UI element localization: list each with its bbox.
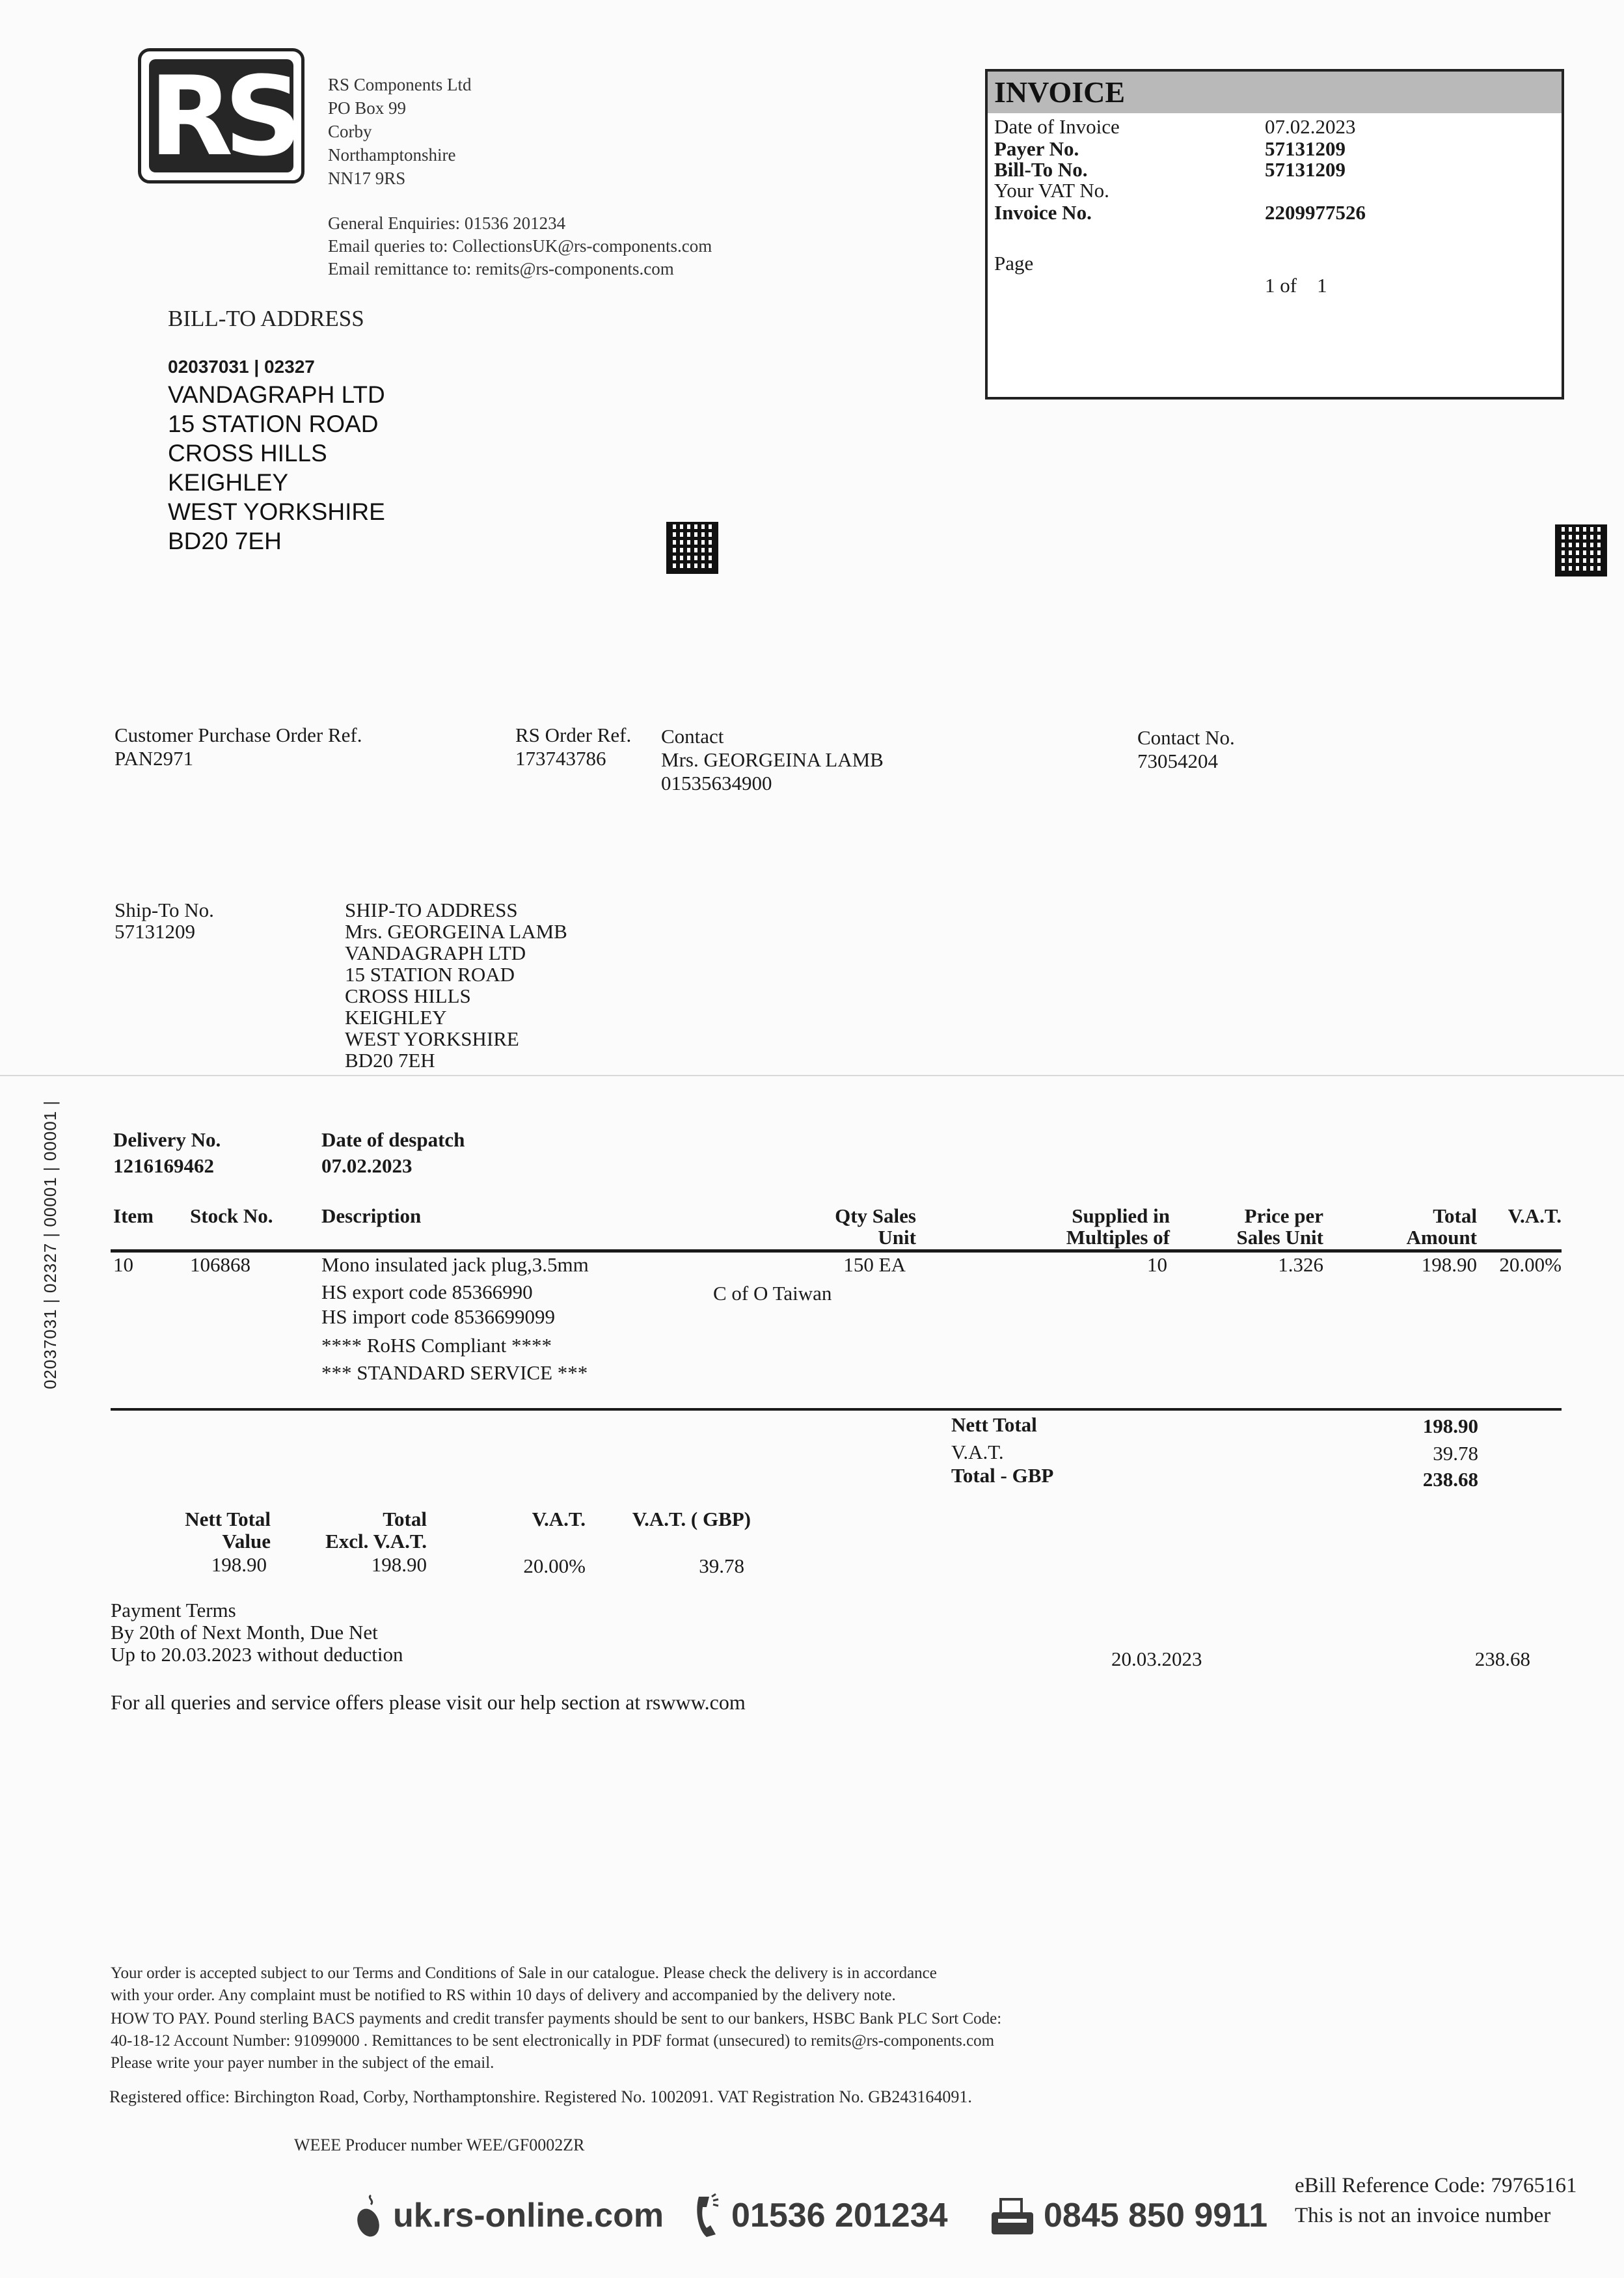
bill-to-line: VANDAGRAPH LTD bbox=[168, 381, 385, 408]
nett-total-label: Nett Total bbox=[951, 1413, 1037, 1436]
col-header-qty-line: Unit bbox=[878, 1226, 916, 1249]
ebill-reference-code: eBill Reference Code: 79765161 bbox=[1295, 2174, 1577, 2197]
vat-summary-header-line: Total bbox=[383, 1508, 427, 1530]
delivery-number bbox=[113, 1127, 221, 1179]
invoice-row-value: 1 of 1 bbox=[1265, 274, 1327, 297]
vat-summary-header-excl bbox=[299, 1508, 427, 1553]
ship-to-number-value: 57131209 bbox=[115, 920, 195, 943]
bill-to-line: 15 STATION ROAD bbox=[168, 411, 379, 437]
invoice-row-label: Invoice No. bbox=[994, 201, 1092, 224]
invoice-row-label: Page bbox=[994, 252, 1034, 275]
datamatrix-code-icon bbox=[666, 522, 718, 574]
vat-total-label: V.A.T. bbox=[951, 1441, 1004, 1463]
ebill-reference bbox=[1295, 2171, 1577, 2231]
invoice-title: INVOICE bbox=[988, 72, 1562, 113]
invoice-row-value: 07.02.2023 bbox=[1265, 115, 1356, 138]
contact-number bbox=[1137, 726, 1235, 773]
legal-line: Please write your payer number in the subject of the email. bbox=[111, 2054, 494, 2072]
col-header-price bbox=[1210, 1205, 1323, 1248]
invoice-box bbox=[985, 69, 1564, 400]
item-number: 10 bbox=[113, 1253, 133, 1276]
vat-summary-vat: 20.00% bbox=[523, 1554, 586, 1577]
rs-order-ref bbox=[515, 724, 631, 770]
payment-terms-line: By 20th of Next Month, Due Net bbox=[111, 1621, 378, 1644]
legal-line: Your order is accepted subject to our Terms and Conditions of Sale in our catalogue. Please check the delivery is in accordance bbox=[111, 1964, 937, 1982]
col-header-description: Description bbox=[321, 1204, 422, 1227]
delivery-number-value: 1216169462 bbox=[113, 1154, 214, 1177]
vat-summary-header-vat-gbp: V.A.T. ( GBP) bbox=[632, 1508, 751, 1530]
phone-icon bbox=[690, 2193, 724, 2238]
ship-to-line: Mrs. GEORGEINA LAMB bbox=[345, 920, 567, 943]
invoice-row-label: Your VAT No. bbox=[994, 179, 1109, 202]
bill-to-heading: BILL-TO ADDRESS bbox=[168, 306, 364, 331]
vat-summary-vat-gbp: 39.78 bbox=[699, 1554, 744, 1577]
invoice-row-page bbox=[994, 230, 1554, 319]
legal-line: 40-18-12 Account Number: 91099000 . Remittances to be sent electronically in PDF format (unsecured) to remits@rs-components.com bbox=[111, 2032, 995, 2050]
invoice-row-value: 2209977526 bbox=[1265, 201, 1366, 224]
col-header-total-line: Amount bbox=[1406, 1226, 1477, 1249]
contact-phone: 01535634900 bbox=[661, 772, 772, 794]
bill-to-line: WEST YORKSHIRE bbox=[168, 498, 385, 525]
col-header-price-line: Price per bbox=[1244, 1204, 1323, 1227]
item-total: 198.90 bbox=[1421, 1253, 1477, 1276]
despatch-date-value: 07.02.2023 bbox=[321, 1154, 413, 1177]
fax-number: 0845 850 9911 bbox=[1044, 2197, 1268, 2234]
email-queries: Email queries to: CollectionsUK@rs-components.com bbox=[328, 236, 712, 256]
fax-contact bbox=[989, 2193, 1267, 2238]
queries-note: For all queries and service offers please visit our help section at rswww.com bbox=[111, 1690, 746, 1714]
ship-to-line: CROSS HILLS bbox=[345, 984, 471, 1007]
ship-to-line: 15 STATION ROAD bbox=[345, 963, 515, 986]
col-header-total-line: Total bbox=[1433, 1204, 1477, 1227]
company-name: RS Components Ltd bbox=[328, 75, 472, 94]
col-header-qty bbox=[781, 1205, 916, 1248]
vat-summary-nett: 198.90 bbox=[211, 1553, 267, 1576]
ship-to-line: WEST YORKSHIRE bbox=[345, 1027, 519, 1050]
bill-to-line: BD20 7EH bbox=[168, 528, 282, 554]
rs-logo bbox=[138, 48, 304, 183]
contact-number-label: Contact No. bbox=[1137, 726, 1235, 749]
vat-total-value: 39.78 bbox=[1433, 1442, 1478, 1465]
side-reference-code: 02037031 | 02327 | 00001 | 00001 | bbox=[40, 1100, 60, 1389]
company-address-line: Northamptonshire bbox=[328, 145, 456, 165]
vat-summary-header-line: Excl. V.A.T. bbox=[325, 1530, 427, 1553]
company-address-line: PO Box 99 bbox=[328, 98, 407, 118]
item-stock-number: 106868 bbox=[190, 1253, 250, 1276]
item-origin: C of O Taiwan bbox=[713, 1282, 832, 1305]
item-rohs: **** RoHS Compliant **** bbox=[321, 1334, 552, 1357]
ship-to-heading: SHIP-TO ADDRESS bbox=[345, 899, 518, 921]
vat-summary-header-nett bbox=[156, 1508, 271, 1553]
col-header-multiples-line: Supplied in bbox=[1072, 1204, 1170, 1227]
rs-logo-mark: RS bbox=[149, 53, 294, 180]
bill-to-address bbox=[168, 380, 385, 556]
registered-office: Registered office: Birchington Road, Corby, Northamptonshire. Registered No. 1002091. VAT Registration No. GB243164091. bbox=[109, 2087, 972, 2106]
contact-name: Mrs. GEORGEINA LAMB bbox=[661, 748, 884, 771]
item-price: 1.326 bbox=[1278, 1253, 1323, 1276]
legal-terms bbox=[111, 1962, 1001, 2074]
item-hs-import: HS import code 8536699099 bbox=[321, 1305, 556, 1328]
col-header-multiples bbox=[1015, 1205, 1170, 1248]
rs-order-label: RS Order Ref. bbox=[515, 724, 632, 746]
payment-terms bbox=[111, 1599, 403, 1666]
delivery-number-label: Delivery No. bbox=[113, 1128, 221, 1151]
legal-line: with your order. Any complaint must be notified to RS within 10 days of delivery and accompanied by the delivery note. bbox=[111, 1986, 896, 2004]
company-address-line: Corby bbox=[328, 122, 372, 141]
invoice-row-label: Payer No. bbox=[994, 137, 1079, 160]
vat-summary-header-vat: V.A.T. bbox=[532, 1508, 586, 1530]
item-qty: 150 EA bbox=[843, 1253, 906, 1276]
bill-to-line: CROSS HILLS bbox=[168, 440, 327, 467]
ship-to-line: KEIGHLEY bbox=[345, 1006, 447, 1029]
col-header-vat: V.A.T. bbox=[1508, 1204, 1562, 1227]
ship-to-address bbox=[345, 899, 567, 1071]
customer-po-value: PAN2971 bbox=[115, 747, 194, 770]
vat-summary-excl: 198.90 bbox=[371, 1553, 427, 1576]
total-gbp-value: 238.68 bbox=[1422, 1468, 1478, 1491]
payment-due-amount: 238.68 bbox=[1474, 1647, 1530, 1670]
col-header-price-line: Sales Unit bbox=[1236, 1226, 1323, 1249]
ebill-note: This is not an invoice number bbox=[1295, 2204, 1551, 2227]
contact-label: Contact bbox=[661, 725, 724, 748]
payment-terms-line: Up to 20.03.2023 without deduction bbox=[111, 1643, 403, 1666]
ship-to-line: VANDAGRAPH LTD bbox=[345, 942, 526, 964]
ship-to-number bbox=[115, 899, 214, 942]
item-hs-export: HS export code 85366990 bbox=[321, 1281, 533, 1303]
customer-po-label: Customer Purchase Order Ref. bbox=[115, 724, 362, 746]
customer-po-ref bbox=[115, 724, 362, 770]
col-header-qty-line: Qty Sales bbox=[835, 1204, 916, 1227]
vat-summary-header-line: Nett Total bbox=[185, 1508, 271, 1530]
email-remittance: Email remittance to: remits@rs-components.com bbox=[328, 259, 674, 278]
despatch-date-label: Date of despatch bbox=[321, 1128, 465, 1151]
invoice-row-label: Bill-To No. bbox=[994, 158, 1088, 181]
legal-line: HOW TO PAY. Pound sterling BACS payments and credit transfer payments should be sent to our bankers, HSBC Bank PLC Sort Code: bbox=[111, 2010, 1002, 2027]
website-url: uk.rs-online.com bbox=[393, 2197, 664, 2234]
phone-contact bbox=[690, 2193, 948, 2238]
item-description: Mono insulated jack plug,3.5mm bbox=[321, 1253, 589, 1276]
col-header-item: Item bbox=[113, 1204, 154, 1227]
totals-rule bbox=[111, 1408, 1562, 1411]
item-multiples: 10 bbox=[1147, 1253, 1167, 1276]
invoice-row-label: Date of Invoice bbox=[994, 115, 1120, 138]
bill-to-line: KEIGHLEY bbox=[168, 469, 289, 496]
item-service: *** STANDARD SERVICE *** bbox=[321, 1361, 588, 1384]
general-enquiries: General Enquiries: 01536 201234 bbox=[328, 213, 566, 233]
ship-to-line: BD20 7EH bbox=[345, 1049, 435, 1072]
bill-to-codes: 02037031 | 02327 bbox=[168, 357, 315, 377]
total-gbp-label: Total - GBP bbox=[951, 1464, 1054, 1487]
contact-number-value: 73054204 bbox=[1137, 750, 1218, 772]
invoice-row-value: 57131209 bbox=[1265, 158, 1346, 181]
vat-summary-header-line: Value bbox=[222, 1530, 271, 1553]
company-enquiries bbox=[328, 212, 712, 280]
nett-total-value: 198.90 bbox=[1422, 1415, 1478, 1437]
weee-number: WEEE Producer number WEE/GF0002ZR bbox=[294, 2136, 585, 2154]
col-header-multiples-line: Multiples of bbox=[1066, 1226, 1170, 1249]
col-header-stock: Stock No. bbox=[190, 1204, 273, 1227]
datamatrix-code-icon bbox=[1555, 524, 1607, 576]
payment-due-date: 20.03.2023 bbox=[1111, 1647, 1202, 1670]
ship-to-number-label: Ship-To No. bbox=[115, 899, 214, 921]
mouse-icon bbox=[351, 2193, 385, 2238]
website-contact bbox=[351, 2193, 664, 2238]
item-vat: 20.00% bbox=[1499, 1253, 1562, 1276]
contact bbox=[661, 725, 884, 795]
fax-icon bbox=[989, 2193, 1036, 2238]
company-address bbox=[328, 73, 472, 190]
despatch-date bbox=[321, 1127, 465, 1179]
payment-terms-heading: Payment Terms bbox=[111, 1599, 236, 1621]
company-postcode: NN17 9RS bbox=[328, 169, 406, 188]
invoice-row-value: 57131209 bbox=[1265, 137, 1346, 160]
col-header-total bbox=[1360, 1205, 1477, 1248]
rs-order-value: 173743786 bbox=[515, 747, 606, 770]
page-fold-line bbox=[0, 1075, 1624, 1076]
phone-number: 01536 201234 bbox=[731, 2197, 948, 2234]
